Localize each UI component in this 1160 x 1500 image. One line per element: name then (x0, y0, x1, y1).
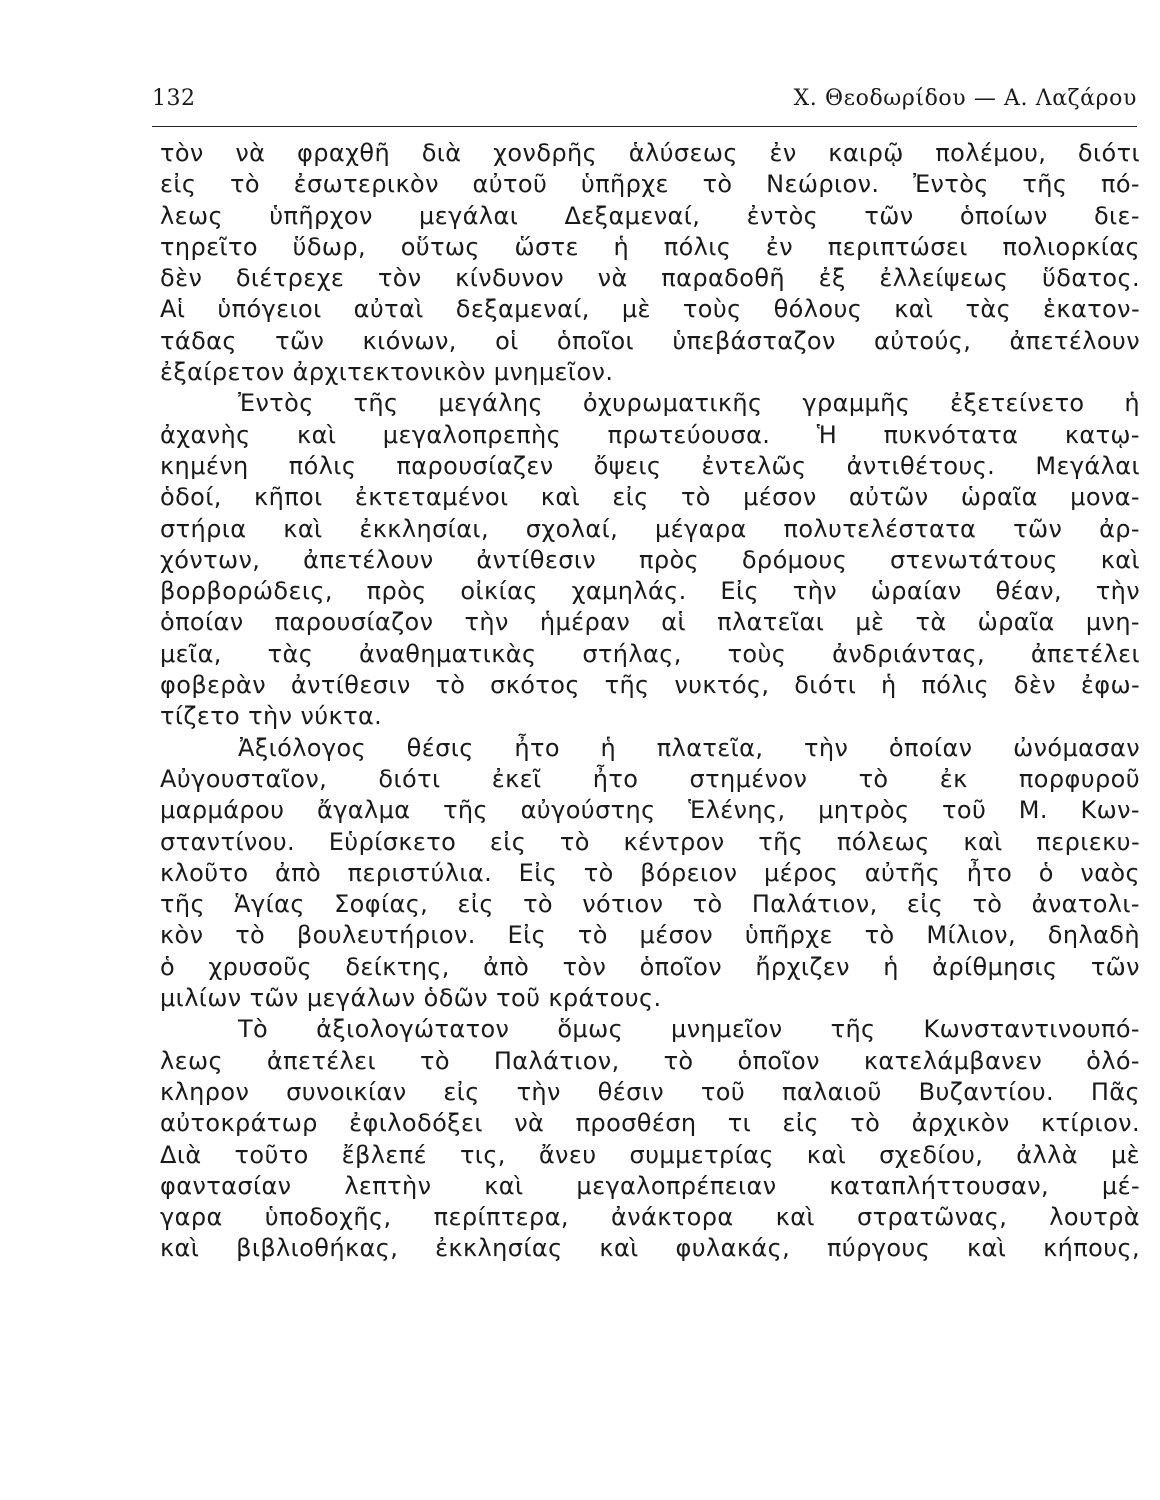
text-line: στήρια καὶ ἐκκλησίαι, σχολαί, μέγαρα πολυτελέστατα τῶν ἀρ- (160, 514, 1140, 543)
text-line: αὐτοκράτωρ ἐφιλοδόξει νὰ προσθέση τι εἰς τὸ ἀρχικὸν κτίριον. (160, 1109, 1140, 1138)
text-line: Τὸ ἀξιολογώτατον ὅμως μνημεῖον τῆς Κωνσταντινουπό- (238, 1015, 1140, 1044)
text-line: λεως ὑπῆρχον μεγάλαι Δεξαμεναί, ἐντὸς τῶν ὁποίων διε- (160, 201, 1140, 230)
body-text (160, 138, 1140, 1265)
text-line: ὁδοί, κῆποι ἐκτεταμένοι καὶ εἰς τὸ μέσον αὐτῶν ὡραῖα μονα- (160, 483, 1140, 512)
text-line: ἀχανὴς καὶ μεγαλοπρεπὴς πρωτεύουσα. Ἡ πυκνότατα κατῳ- (160, 420, 1140, 449)
text-line: καὶ βιβλιοθήκας, ἐκκλησίας καὶ φυλακάς, πύργους καὶ κήπους, (160, 1234, 1140, 1263)
text-line: μεῖα, τὰς ἀναθηματικὰς στήλας, τοὺς ἀνδριάντας, ἀπετέλει (160, 639, 1140, 668)
running-title: Χ. Θεοδωρίδου — Α. Λαζάρου (793, 86, 1137, 111)
text-line: χόντων, ἀπετέλουν ἀντίθεσιν πρὸς δρόμους στενωτάτους καὶ (160, 545, 1140, 574)
text-line: εἰς τὸ ἐσωτερικὸν αὐτοῦ ὑπῆρχε τὸ Νεώριον. Ἐντὸς τῆς πό- (160, 170, 1140, 199)
text-line: τηρεῖτο ὕδωρ, οὕτως ὥστε ἡ πόλις ἐν περιπτώσει πολιορκίας (160, 232, 1140, 261)
text-line: ἐξαίρετον ἀρχιτεκτονικὸν μνημεῖον. (160, 358, 614, 387)
page-number: 132 (152, 86, 196, 111)
text-line: κημένη πόλις παρουσίαζεν ὄψεις ἐντελῶς ἀντιθέτους. Μεγάλαι (160, 451, 1140, 480)
page-header (152, 86, 1137, 122)
text-line: τῆς Ἁγίας Σοφίας, εἰς τὸ νότιον τὸ Παλάτιον, εἰς τὸ ἀνατολι- (160, 890, 1140, 919)
text-line: βορβορώδεις, πρὸς οἰκίας χαμηλάς. Εἰς τὴν ὡραίαν θέαν, τὴν (160, 577, 1140, 606)
text-line: Αἱ ὑπόγειοι αὐταὶ δεξαμεναί, μὲ τοὺς θόλους καὶ τὰς ἑκατον- (160, 295, 1140, 324)
text-line: ὁποίαν παρουσίαζον τὴν ἡμέραν αἱ πλατεῖαι μὲ τὰ ὡραῖα μνη- (160, 608, 1140, 637)
text-line: Διὰ τοῦτο ἔβλεπέ τις, ἄνευ συμμετρίας καὶ σχεδίου, ἀλλὰ μὲ (160, 1140, 1140, 1169)
text-line: φαντασίαν λεπτὴν καὶ μεγαλοπρέπειαν καταπλήττουσαν, μέ- (160, 1171, 1140, 1200)
text-line: κλοῦτο ἀπὸ περιστύλια. Εἰς τὸ βόρειον μέρος αὐτῆς ἦτο ὁ ναὸς (160, 858, 1140, 887)
text-line: γαρα ὑποδοχῆς, περίπτερα, ἀνάκτορα καὶ στρατῶνας, λουτρὰ (160, 1203, 1140, 1232)
text-line: τὸν νὰ φραχθῆ διὰ χονδρῆς ἁλύσεως ἐν καιρῷ πολέμου, διότι (160, 139, 1140, 167)
text-line: τίζετο τὴν νύκτα. (160, 702, 383, 731)
text-line: κὸν τὸ βουλευτήριον. Εἰς τὸ μέσον ὑπῆρχε τὸ Μίλιον, δηλαδὴ (160, 921, 1140, 950)
text-line: φοβερὰν ἀντίθεσιν τὸ σκότος τῆς νυκτός, διότι ἡ πόλις δὲν ἐφω- (160, 671, 1140, 700)
text-line: μαρμάρου ἄγαλμα τῆς αὐγούστης Ἑλένης, μητρὸς τοῦ Μ. Κων- (160, 796, 1140, 825)
header-rule (152, 126, 1137, 127)
text-line: λεως ἀπετέλει τὸ Παλάτιον, τὸ ὁποῖον κατελάμβανεν ὁλό- (160, 1046, 1140, 1075)
text-line: μιλίων τῶν μεγάλων ὁδῶν τοῦ κράτους. (160, 984, 662, 1013)
text-line: κληρον συνοικίαν εἰς τὴν θέσιν τοῦ παλαιοῦ Βυζαντίου. Πᾶς (160, 1077, 1140, 1106)
text-line: Αὐγουσταῖον, διότι ἐκεῖ ἦτο στημένον τὸ ἐκ πορφυροῦ (160, 764, 1140, 793)
text-line: Ἐντὸς τῆς μεγάλης ὀχυρωματικῆς γραμμῆς ἐξετείνετο ἡ (238, 389, 1140, 418)
text-line: δὲν διέτρεχε τὸν κίνδυνον νὰ παραδοθῆ ἐξ ἐλλείψεως ὕδατος. (160, 264, 1140, 293)
text-line: ὁ χρυσοῦς δείκτης, ἀπὸ τὸν ὁποῖον ἤρχιζεν ἡ ἀρίθμησις τῶν (160, 952, 1140, 981)
text-line: Ἀξιόλογος θέσις ἦτο ἡ πλατεῖα, τὴν ὁποίαν ὠνόμασαν (238, 733, 1140, 762)
text-line: σταντίνου. Εὑρίσκετο εἰς τὸ κέντρον τῆς πόλεως καὶ περιεκυ- (160, 827, 1140, 856)
text-line: τάδας τῶν κιόνων, οἱ ὁποῖοι ὑπεβάσταζον αὐτούς, ἀπετέλουν (160, 326, 1140, 355)
